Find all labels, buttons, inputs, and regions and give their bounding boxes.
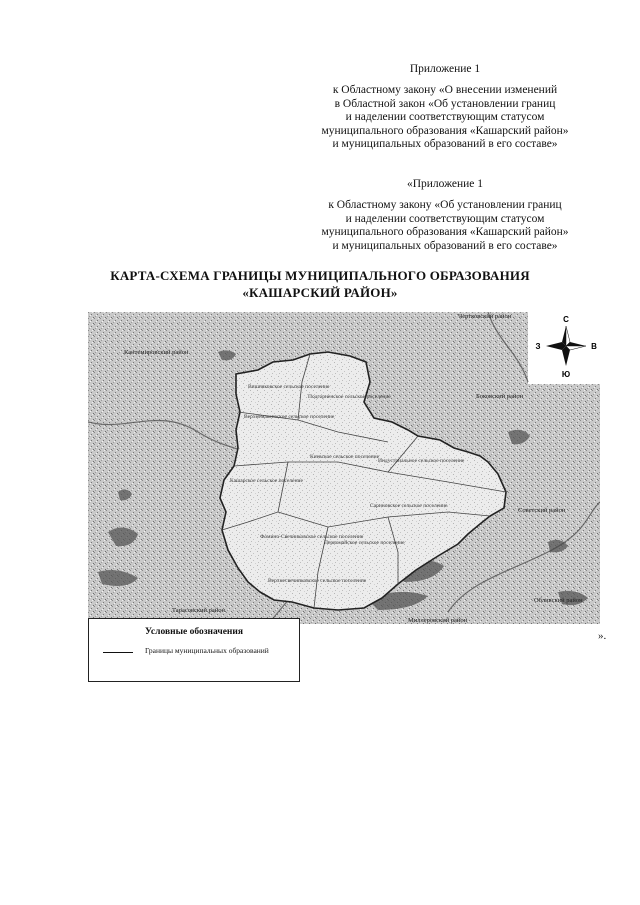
appendix-heading: «Приложение 1	[406, 178, 484, 190]
neighbor-label: Боковский район	[476, 393, 524, 400]
neighbor-label: Обливский район	[534, 597, 583, 604]
appendix-original-header	[290, 178, 600, 253]
appendix-line: и муниципальных образований в его составе»	[332, 138, 558, 151]
appendix-amendment-header	[290, 63, 600, 151]
map-svg	[88, 312, 600, 624]
settlement-label: Индустриальное сельское поселение	[378, 458, 465, 464]
settlement-label: Верхнесвечниковское сельское поселение	[268, 578, 367, 584]
compass-north: С	[563, 315, 569, 324]
map-title-line1: КАРТА-СХЕМА ГРАНИЦЫ МУНИЦИПАЛЬНОГО ОБРАЗОВАНИЯ	[110, 268, 530, 283]
district-map	[88, 312, 600, 624]
appendix-line: и наделении соответствующим статусом	[345, 111, 545, 124]
boundary-line-symbol	[103, 652, 133, 653]
map-title-line2: «КАШАРСКИЙ РАЙОН»	[242, 285, 398, 300]
appendix-line: муниципального образования «Кашарский район»	[321, 226, 569, 239]
map-legend	[88, 618, 300, 682]
neighbor-label: Тарасовский район	[172, 607, 225, 614]
legend-title: Условные обозначения	[144, 627, 244, 637]
compass-east: В	[591, 342, 597, 351]
settlement-label: Подгорненское сельское поселение	[308, 394, 391, 400]
settlement-label: Верхнемакеевское сельское поселение	[244, 414, 335, 420]
neighbor-label: Миллеровский район	[408, 617, 468, 624]
appendix-line: и наделении соответствующим статусом	[345, 212, 545, 225]
appendix-line: муниципального образования «Кашарский район»	[321, 124, 569, 137]
settlement-label: Фомино-Свечниковское сельское поселение	[260, 534, 364, 540]
compass-south: Ю	[561, 370, 571, 379]
settlement-label: Вишняковское сельское поселение	[248, 384, 330, 390]
settlement-label: Кашарское сельское поселение	[230, 478, 303, 484]
compass-west: З	[535, 342, 541, 351]
neighbor-label: Чертковский район	[458, 313, 512, 320]
neighbor-label: Советский район	[518, 507, 566, 514]
settlement-label: Первомайское сельское поселение	[324, 540, 405, 546]
neighbor-label: Кантемировский район	[124, 349, 189, 356]
settlement-label: Сариновское сельское поселение	[370, 503, 448, 509]
appendix-heading: Приложение 1	[409, 63, 481, 75]
appendix-line: в Областной закон «Об установлении границ	[334, 97, 556, 110]
closing-quote: ».	[598, 630, 607, 642]
legend-item-label: Границы муниципальных образований	[145, 646, 269, 655]
appendix-line: к Областному закону «О внесении изменений	[332, 84, 558, 97]
appendix-line: к Областному закону «Об установлении границ	[328, 199, 562, 212]
appendix-line: и муниципальных образований в его составе»	[332, 239, 558, 252]
settlement-label: Киевское сельское поселение	[310, 454, 380, 460]
